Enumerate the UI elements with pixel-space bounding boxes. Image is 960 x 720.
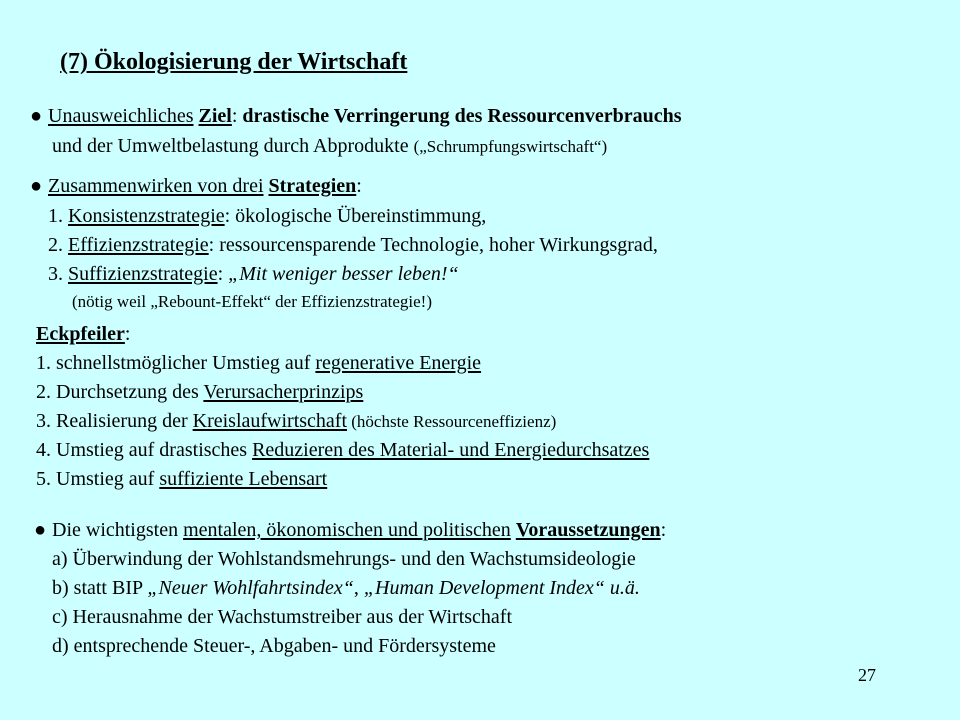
page-number: 27 <box>858 665 876 685</box>
colon: : <box>660 519 667 541</box>
prereq-item-a: a) Überwindung der Wohlstandsmehrungs- und den Wachstumsideologie <box>52 548 636 570</box>
prereq-keyword: Voraussetzungen <box>515 519 661 541</box>
strategy-note: (nötig weil „Rebount-Effekt“ der Effizienzstrategie!) <box>72 292 432 311</box>
goal-note: („Schrumpfungswirtschaft“) <box>413 137 608 156</box>
strategy-desc: : <box>217 263 229 285</box>
prerequisites-heading <box>34 518 666 542</box>
item-number: 2. <box>48 234 63 256</box>
prereq-quote: „Neuer Wohlfahrtsindex“ <box>147 577 354 599</box>
strategy-item <box>48 262 459 286</box>
goal-line-2 <box>52 134 607 159</box>
strategy-term: Suffizienzstrategie <box>68 263 218 285</box>
colon: : <box>356 175 362 197</box>
item-number: 1. <box>48 205 63 227</box>
bullet-icon: ● <box>30 105 43 127</box>
strategy-term: Effizienzstrategie <box>68 234 209 256</box>
pillar-item <box>36 467 327 492</box>
goal-keyword: Ziel <box>198 105 232 127</box>
pillars-heading <box>36 322 130 346</box>
colon: : <box>124 323 131 345</box>
pillar-keyword: Verursacherprinzips <box>203 381 364 403</box>
pillar-text: 2. Durchsetzung des <box>36 381 204 403</box>
prereq-item-c: c) Herausnahme der Wachstumstreiber aus der Wirtschaft <box>52 606 512 628</box>
goal-statement: drastische Verringerung des Ressourcenverbrauchs <box>242 105 682 127</box>
prereq-underlined: mentalen, ökonomischen und politischen <box>183 519 511 541</box>
goal-label: Unausweichliches <box>48 105 194 127</box>
prereq-item-d: d) entsprechende Steuer-, Abgaben- und Fördersysteme <box>52 635 496 657</box>
strategy-quote: „Mit weniger besser leben!“ <box>228 263 459 285</box>
prereq-quote: „Human Development Index“ u.ä. <box>363 577 640 599</box>
bullet-icon: ● <box>34 519 47 541</box>
pillar-item <box>36 380 363 405</box>
item-number: 3. <box>48 263 63 285</box>
strategy-term: Konsistenzstrategie <box>68 205 225 227</box>
strategies-keyword: Strategien <box>268 175 357 197</box>
strategies-heading <box>30 174 362 198</box>
pillar-text: 4. Umstieg auf drastisches <box>36 439 253 461</box>
strategy-desc: : ressourcensparende Technologie, hoher Wirkungsgrad, <box>208 234 658 256</box>
goal-continuation: und der Umweltbelastung durch Abprodukte <box>52 135 409 157</box>
pillar-note: (höchste Ressourceneffizienz) <box>347 412 557 431</box>
goal-line-1 <box>30 104 681 128</box>
page-title: (7) Ökologisierung der Wirtschaft <box>60 49 408 75</box>
pillar-text: 1. schnellstmöglicher Umstieg auf <box>36 352 316 374</box>
strategy-item <box>48 204 486 228</box>
bullet-icon: ● <box>30 175 43 197</box>
prereq-text: , <box>353 577 364 599</box>
pillar-keyword: suffiziente Lebensart <box>159 468 328 490</box>
strategies-label: Zusammenwirken von drei <box>48 175 264 197</box>
pillar-keyword: Kreislaufwirtschaft <box>192 410 348 432</box>
strategy-desc: : ökologische Übereinstimmung, <box>224 205 487 227</box>
pillar-keyword: Reduzieren des Material- und Energiedurchsatzes <box>252 439 650 461</box>
strategy-item <box>48 233 658 257</box>
pillar-item <box>36 409 556 434</box>
prereq-text: b) statt BIP <box>52 577 148 599</box>
prereq-item-b <box>52 576 640 600</box>
colon: : <box>231 105 238 127</box>
pillar-text: 5. Umstieg auf <box>36 468 160 490</box>
prereq-text: Die wichtigsten <box>52 519 184 541</box>
pillar-text: 3. Realisierung der <box>36 410 193 432</box>
pillar-keyword: regenerative Energie <box>315 352 482 374</box>
pillar-item <box>36 351 481 376</box>
pillars-label: Eckpfeiler <box>36 323 125 345</box>
pillar-item <box>36 438 649 463</box>
